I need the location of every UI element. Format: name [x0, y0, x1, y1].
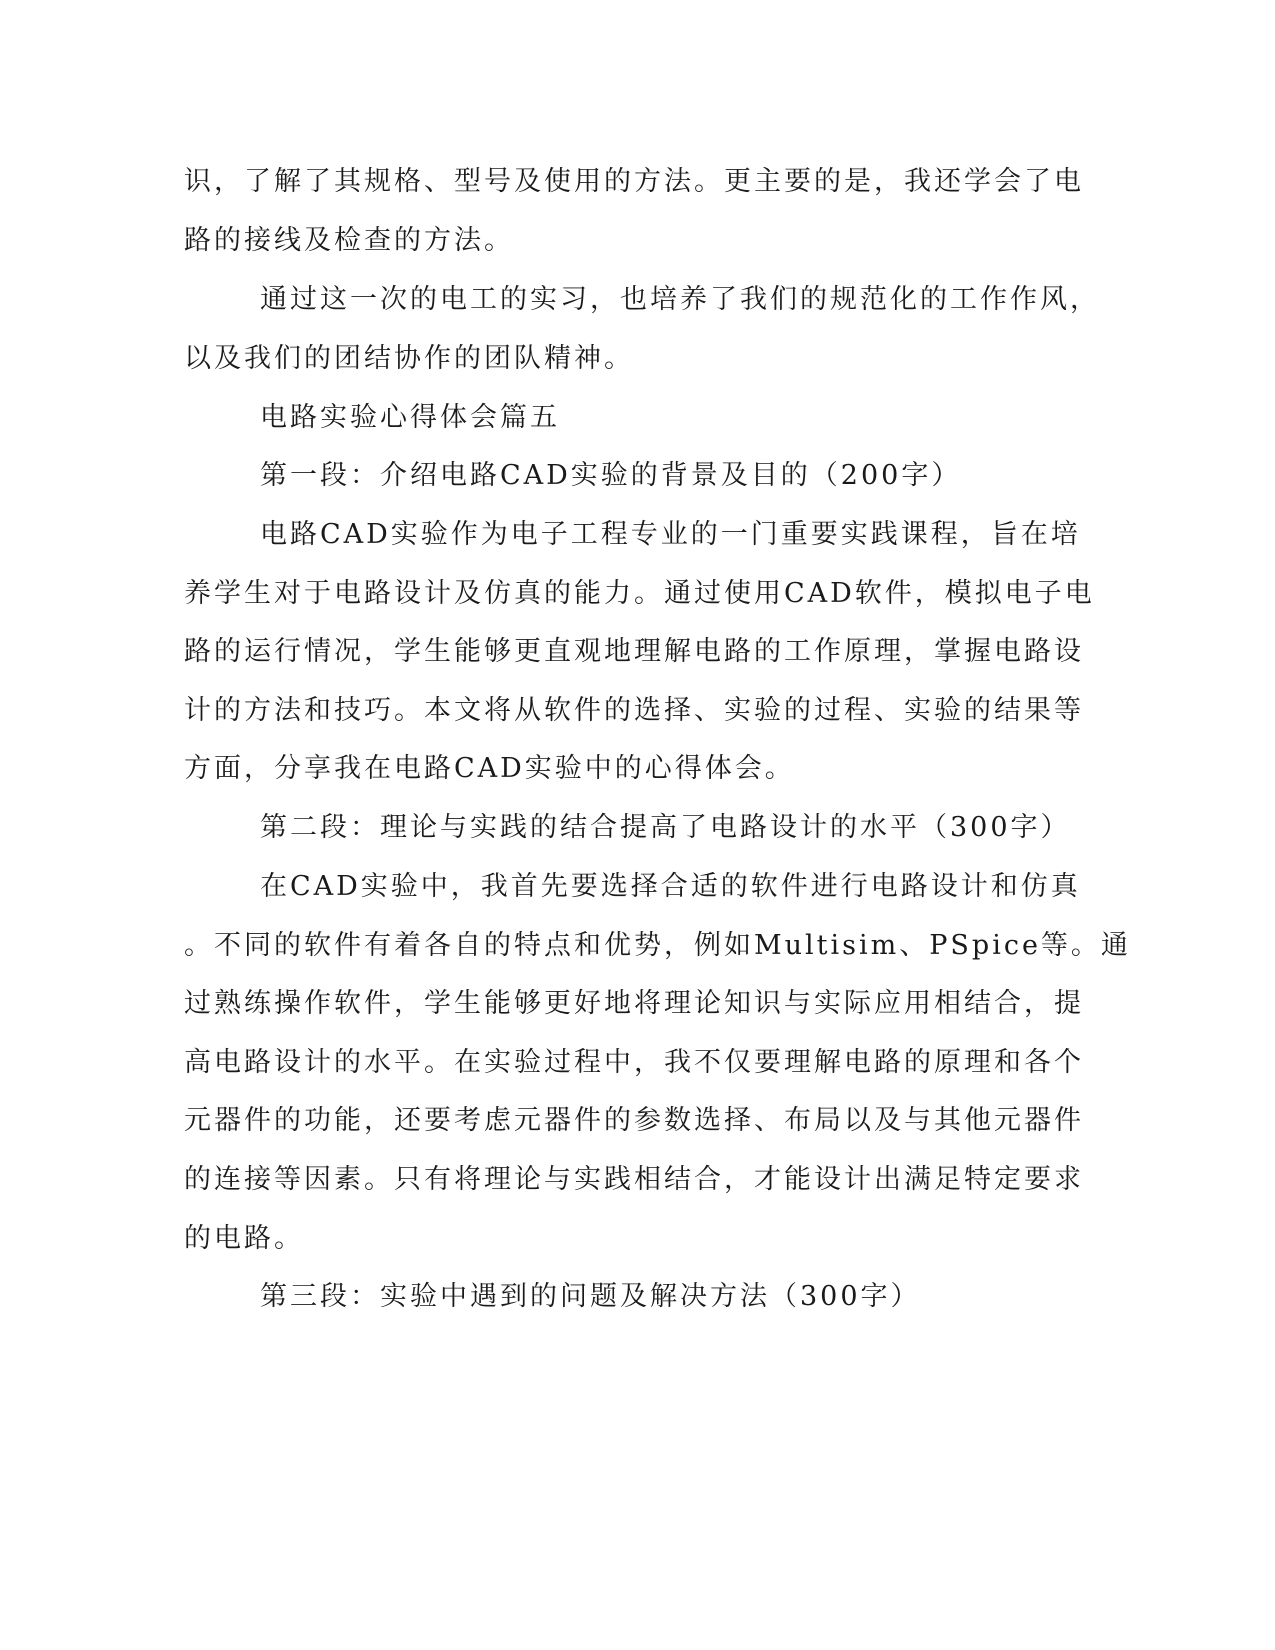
section-heading: 电路实验心得体会篇五 — [260, 402, 560, 433]
text-line: 的电路。 — [184, 1223, 304, 1254]
text-line: 的连接等因素。只有将理论与实践相结合，才能设计出满足特定要求 — [184, 1164, 1084, 1195]
text-line: 元器件的功能，还要考虑元器件的参数选择、布局以及与其他元器件 — [184, 1105, 1084, 1136]
paragraph-first-line: 电路CAD实验作为电子工程专业的一门重要实践课程，旨在培 — [260, 519, 1081, 550]
section-heading: 第一段：介绍电路CAD实验的背景及目的（200字） — [260, 460, 962, 491]
section-heading: 第三段：实验中遇到的问题及解决方法（300字） — [260, 1281, 921, 1312]
text-line: 方面，分享我在电路CAD实验中的心得体会。 — [184, 753, 795, 784]
text-line: 过熟练操作软件，学生能够更好地将理论知识与实际应用相结合，提 — [184, 988, 1084, 1019]
text-line: 。不同的软件有着各自的特点和优势，例如Multisim、PSpice等。通 — [184, 930, 1131, 961]
text-line: 路的接线及检查的方法。 — [184, 225, 514, 256]
paragraph-first-line: 在CAD实验中，我首先要选择合适的软件进行电路设计和仿真 — [260, 871, 1081, 902]
text-line: 识，了解了其规格、型号及使用的方法。更主要的是，我还学会了电 — [184, 166, 1084, 197]
paragraph-first-line: 通过这一次的电工的实习，也培养了我们的规范化的工作作风， — [260, 284, 1100, 315]
text-line: 高电路设计的水平。在实验过程中，我不仅要理解电路的原理和各个 — [184, 1047, 1084, 1078]
text-line: 养学生对于电路设计及仿真的能力。通过使用CAD软件，模拟电子电 — [184, 578, 1095, 609]
text-line: 以及我们的团结协作的团队精神。 — [184, 343, 634, 374]
text-line: 路的运行情况，学生能够更直观地理解电路的工作原理，掌握电路设 — [184, 636, 1084, 667]
section-heading: 第二段：理论与实践的结合提高了电路设计的水平（300字） — [260, 812, 1071, 843]
text-line: 计的方法和技巧。本文将从软件的选择、实验的过程、实验的结果等 — [184, 695, 1084, 726]
